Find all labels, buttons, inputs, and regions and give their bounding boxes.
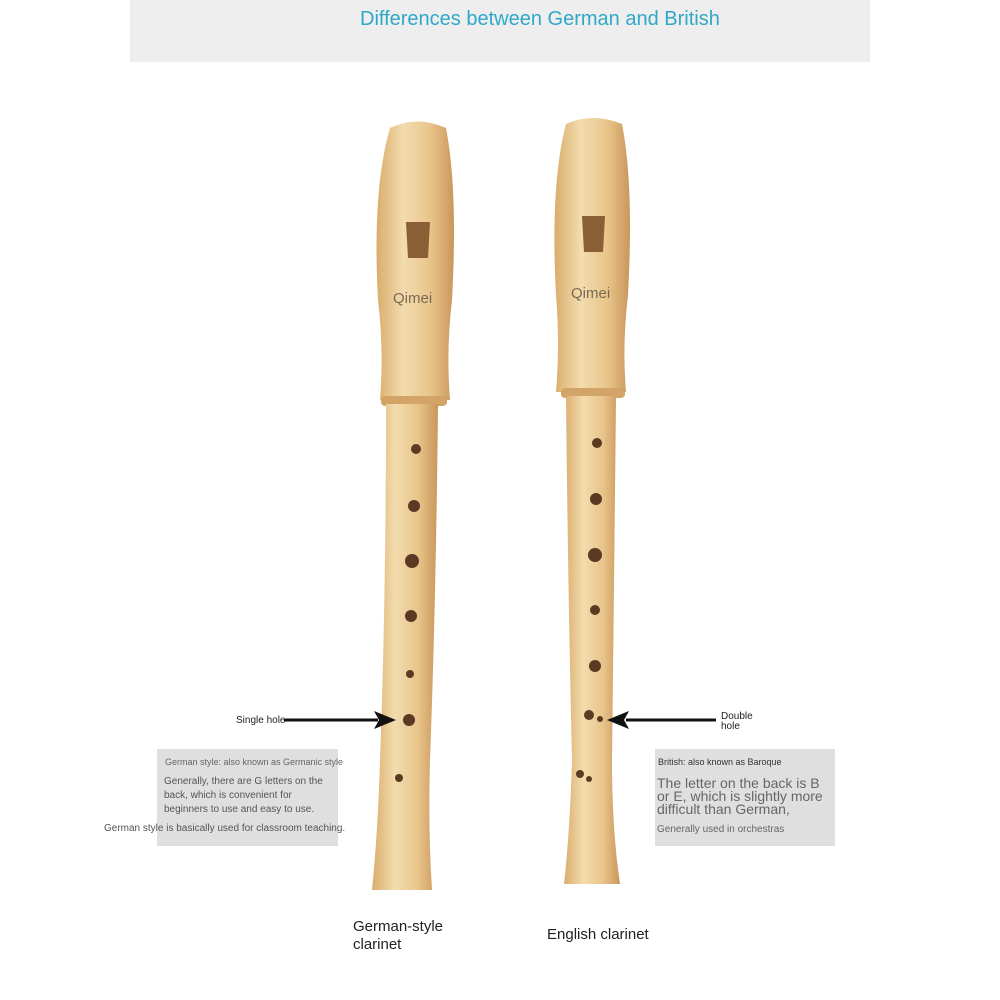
english-panel-heading: British: also known as Baroque <box>658 757 782 767</box>
page-title: Differences between German and British <box>360 8 720 30</box>
double-hole-arrow <box>607 711 716 729</box>
german-caption: German-style clarinet <box>353 918 444 953</box>
english-double-hole-small <box>597 716 603 722</box>
german-panel-heading: German style: also known as Germanic style <box>165 757 344 767</box>
english-double-hole-small <box>586 776 592 782</box>
german-hole <box>406 670 414 678</box>
english-brand-mark: Qimei <box>571 285 611 302</box>
german-hole <box>408 500 420 512</box>
german-single-hole <box>403 714 415 726</box>
english-hole <box>590 605 600 615</box>
german-head-joint <box>377 122 455 401</box>
german-brand-mark: Qimei <box>393 290 433 307</box>
double-hole-label: Double hole <box>721 711 753 732</box>
german-hole <box>411 444 421 454</box>
english-head-joint <box>554 118 630 392</box>
german-panel-body: Generally, there are G letters on the back, which is convenient for beginners to use and easy to use. <box>164 776 323 815</box>
single-hole-label: Single hole <box>236 715 286 726</box>
german-hole <box>405 610 417 622</box>
english-hole <box>589 660 601 672</box>
german-recorder <box>372 122 454 891</box>
german-hole <box>405 554 419 568</box>
english-hole <box>590 493 602 505</box>
english-double-hole-large <box>584 710 594 720</box>
german-panel-note: German style is basically used for classroom teaching. <box>104 823 346 834</box>
english-panel-body: The letter on the back is B or E, which is slightly more difficult than German, <box>657 775 823 817</box>
english-double-hole-large <box>576 770 584 778</box>
single-hole-arrow <box>284 711 396 729</box>
english-recorder <box>554 118 630 884</box>
german-body-joint <box>372 404 438 890</box>
english-hole <box>592 438 602 448</box>
english-panel-note: Generally used in orchestras <box>657 824 785 835</box>
english-hole <box>588 548 602 562</box>
english-caption: English clarinet <box>547 926 649 943</box>
english-body-joint <box>564 396 620 884</box>
german-window <box>406 222 430 258</box>
german-hole <box>395 774 403 782</box>
english-window <box>582 216 605 252</box>
